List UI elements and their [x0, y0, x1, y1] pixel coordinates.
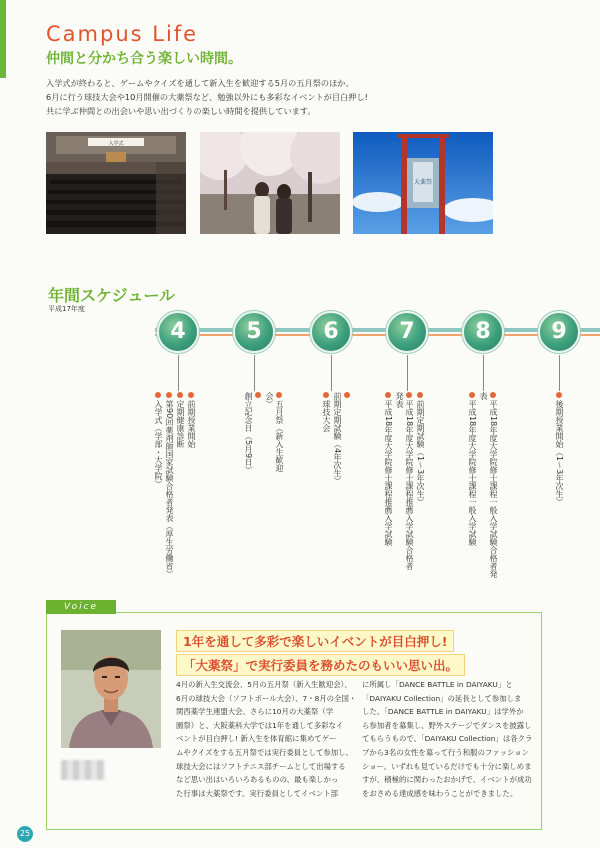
- voice-line: 関西薬学生連盟大会、さらに10月の大薬祭（学: [176, 707, 334, 717]
- month-circle: 8: [462, 311, 504, 353]
- intro-line: 6月に行う球技大会や10月開催の大薬祭など、勉強以外にも多彩なイベントが目白押し!: [46, 92, 368, 102]
- intro-line: 入学式が終わると、ゲームやクイズを通して新入生を歓迎する5月の五月祭のほか、: [46, 78, 354, 88]
- bullet-icon: [469, 392, 475, 398]
- bullet-icon: [155, 392, 161, 398]
- month-circle: 6: [310, 311, 352, 353]
- event-item: 前期定期試験（4年次生）: [332, 392, 352, 492]
- bullet-icon: [166, 392, 172, 398]
- bullet-icon: [177, 392, 183, 398]
- voice-line: など思い出はいろいろあるものの、最も楽しかっ: [176, 775, 339, 785]
- voice-line: 球技大会にはソフトテニス部チームとして出場する: [176, 761, 346, 771]
- events-june: [320, 392, 352, 492]
- event-item: 球技大会: [321, 392, 331, 492]
- voice-line: ショー。いずれも見ているだけでも十分に楽しめま: [362, 761, 532, 771]
- event-item: 前期授業開始: [186, 392, 196, 582]
- bullet-icon: [385, 392, 391, 398]
- headline-line: 1年を通して多彩で楽しいイベントが目白押し!: [176, 630, 454, 652]
- month-stem: [178, 355, 179, 391]
- event-item: 入学式（学部・大学院）: [153, 392, 163, 582]
- voice-line: 4月の新入生交流会、5月の五月祭（新入生歓迎会）、: [176, 680, 352, 689]
- voice-line: 「DAIYAKU Collection」の延長として参加しま: [362, 693, 522, 703]
- events-july: [382, 392, 425, 572]
- month-circle: 9: [538, 311, 580, 353]
- voice-line: てもらうもので、「DAIYAKU Collection」は各クラ: [362, 734, 533, 744]
- photo-entrance-ceremony: [46, 132, 186, 234]
- intro-paragraph: [46, 76, 576, 118]
- voice-line: をおさめる達成感を味わうことができました。: [362, 788, 518, 798]
- month-stem: [331, 355, 332, 391]
- stage-banner-text: 入学式: [108, 141, 124, 147]
- month-stem: [254, 355, 255, 391]
- bullet-icon: [323, 392, 329, 398]
- voice-line: ブから3名の女性を募って行う和服のファッション: [362, 747, 530, 757]
- month-circle: 5: [233, 311, 275, 353]
- page-number: 25: [17, 826, 33, 842]
- event-item: 五月祭（新入生歓迎会）: [265, 392, 284, 472]
- event-item: 平成18年度大学院修士課程一般入学試験: [467, 392, 477, 582]
- events-august: [466, 392, 498, 582]
- event-item: 創立記念日（5月9日）: [243, 392, 263, 482]
- bullet-icon: [406, 392, 412, 398]
- bullet-icon: [276, 392, 282, 398]
- student-portrait: [61, 630, 161, 748]
- events-september: [553, 392, 564, 572]
- events-april: [152, 392, 196, 582]
- event-item: 定期健康診断: [175, 392, 185, 582]
- event-item: 第90回薬剤師国家試験合格者発表（厚生労働省）: [164, 392, 174, 582]
- month-stem: [407, 355, 408, 391]
- bullet-icon: [344, 392, 350, 398]
- month-stem: [483, 355, 484, 391]
- event-item: 平成18年度大学院修士課程推薦入学試験: [383, 392, 393, 572]
- timeline-line-accent: [155, 334, 600, 336]
- page-subtitle: 仲間と分かち合う楽しい時間。: [46, 51, 242, 67]
- event-item: 平成18年度大学院修士課程推薦入学試験合格者発表: [395, 392, 414, 571]
- voice-text-left: [176, 678, 358, 800]
- voice-text-right: [362, 678, 538, 800]
- events-may: [242, 392, 284, 482]
- page-title: Campus Life: [46, 22, 199, 46]
- voice-line: ムやクイズをする五月祭では実行委員として参加し、: [176, 747, 353, 757]
- photo-festival-tower: [353, 132, 493, 234]
- month-circle: 7: [386, 311, 428, 353]
- voice-line: ベントが目白押し! 新入生を体育館に集めてゲー: [176, 734, 337, 744]
- event-item: 前期定期試験（1〜3年次生）: [415, 392, 425, 572]
- month-stem: [559, 355, 560, 391]
- bullet-icon: [188, 392, 194, 398]
- voice-tab: Voice: [46, 600, 116, 614]
- voice-line: た行事は大薬祭です。実行委員としてイベント部: [176, 788, 339, 798]
- voice-line: 6月の球技大会（ソフトボール大会）、7・8月の全国・: [176, 693, 357, 703]
- voice-line: すが、積極的に関わったおかげで、イベントが成功: [362, 775, 532, 785]
- event-item: 後期授業開始（1〜3年次生）: [554, 392, 564, 572]
- voice-line: ら参加者を募集し、野外ステージでダンスを披露し: [362, 720, 532, 730]
- photo-cherry-blossoms: [200, 132, 340, 234]
- voice-line: した。「DANCE BATTLE in DAIYAKU」は学外か: [362, 707, 524, 717]
- voice-line: に所属し「DANCE BATTLE in DAIYAKU」と: [362, 680, 513, 689]
- schedule-title: 年間スケジュール: [48, 286, 176, 305]
- tower-sign-text: 大薬祭: [413, 179, 433, 186]
- voice-headline: [176, 630, 465, 678]
- bullet-icon: [417, 392, 423, 398]
- bullet-icon: [490, 392, 496, 398]
- month-circle: 4: [157, 311, 199, 353]
- timeline-line: [155, 328, 600, 332]
- student-name-redacted: [61, 760, 105, 780]
- schedule-year: 平成17年度: [48, 305, 85, 313]
- event-item: 平成18年度大学院修士課程一般入学試験合格者発表: [479, 392, 498, 579]
- headline-line: 「大薬祭」で実行委員を務めたのもいい思い出。: [176, 654, 465, 676]
- bullet-icon: [556, 392, 562, 398]
- header-accent-bar: [0, 0, 6, 78]
- bullet-icon: [255, 392, 261, 398]
- intro-line: 共に学ぶ仲間との出会いや思い出づくりの楽しい時間を提供しています。: [46, 106, 316, 116]
- voice-line: 園祭）と、大阪薬科大学では1年を通して多彩なイ: [176, 720, 344, 730]
